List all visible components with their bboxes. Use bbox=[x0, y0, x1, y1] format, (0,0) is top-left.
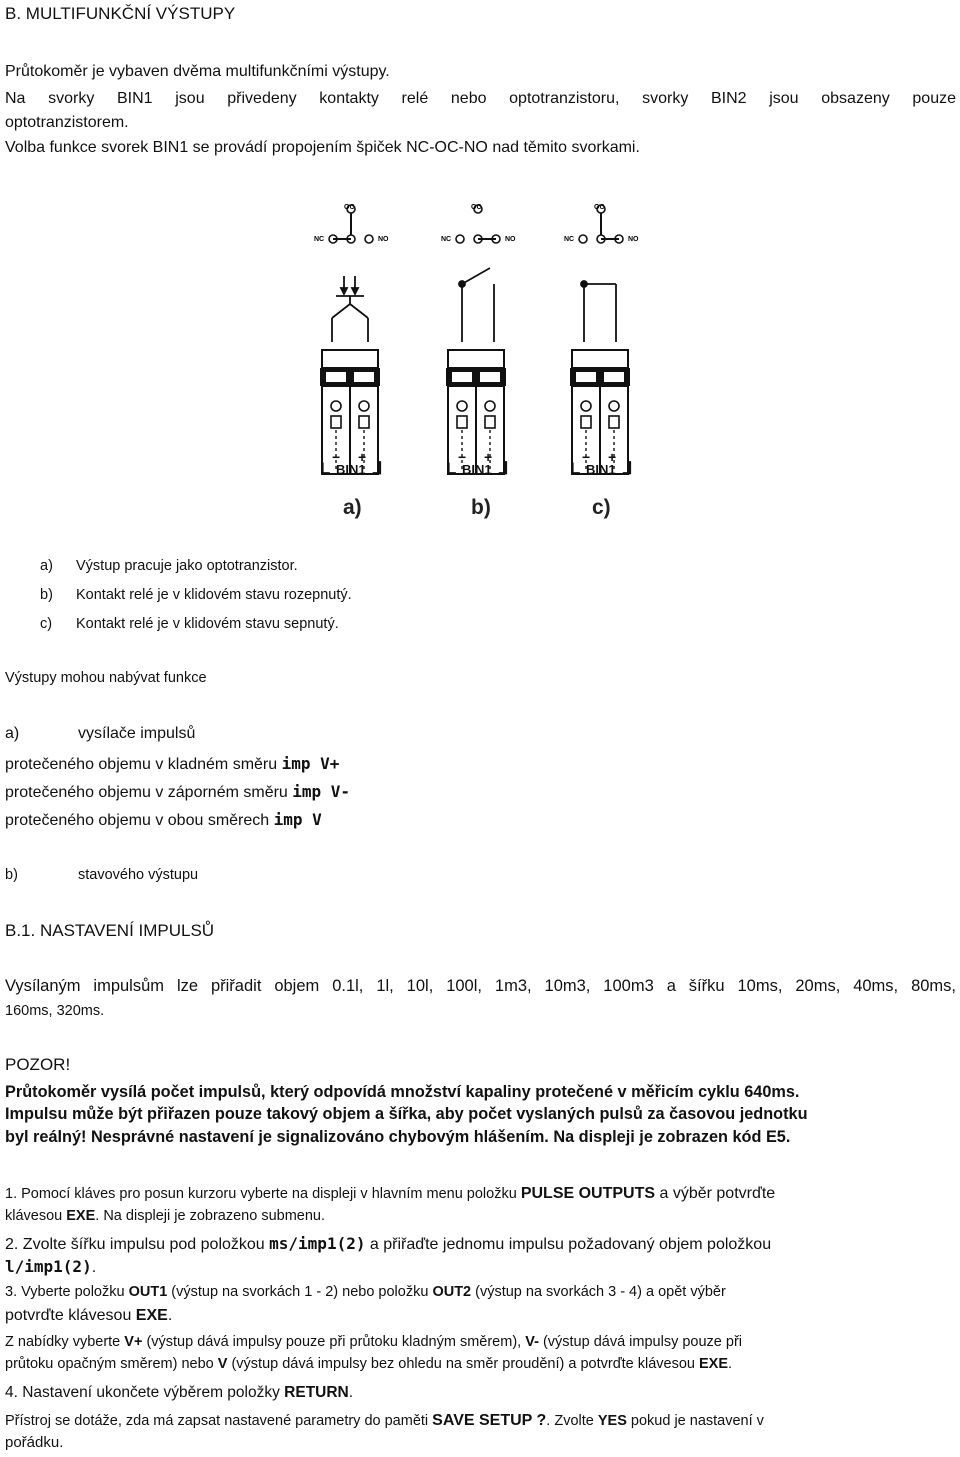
menu-line-1: Z nabídky vyberte V+ (výstup dává impulsy pouze při průtoku kladným směrem), V- (výstup dává impulsy pouze při bbox=[5, 1334, 743, 1350]
step-2-cont: l/imp1(2). bbox=[5, 1257, 97, 1276]
step-4: 4. Nastavení ukončete výběrem položky RETURN. bbox=[5, 1384, 354, 1401]
function-item: protečeného objemu v záporném směru imp V- bbox=[5, 782, 351, 801]
pin-header-b bbox=[441, 204, 516, 243]
ground-mark: ⅃ bbox=[499, 459, 509, 478]
function-b bbox=[5, 867, 405, 884]
pin-label-no: NO bbox=[505, 236, 516, 243]
pin-header-a bbox=[314, 204, 389, 243]
subsection-title: B.1. NASTAVENÍ IMPULSŮ bbox=[5, 921, 215, 940]
function-label: vysílače impulsů bbox=[78, 725, 196, 742]
intro-line-2: Na svorky BIN1 jsou přivedeny kontakty relé nebo optotranzistoru, svorky BIN2 jsou obsazeny pouze bbox=[5, 90, 956, 107]
legend-item bbox=[40, 558, 298, 575]
function-item: protečeného objemu v obou směrech imp V bbox=[5, 810, 322, 829]
pin-label-no: NO bbox=[378, 236, 389, 243]
ground-mark: L bbox=[446, 459, 457, 478]
function-letter: a) bbox=[5, 725, 20, 742]
legend-item bbox=[40, 587, 352, 604]
pin-label-nc: NC bbox=[564, 236, 575, 243]
ground-mark: ⅃ bbox=[373, 459, 383, 478]
terminal-block-a bbox=[320, 350, 380, 474]
terminal-block-c bbox=[570, 350, 630, 474]
save-line-1: Přístroj se dotáže, zda má zapsat nastavené parametry do paměti SAVE SETUP ?. Zvolte YES pokud je nastavení v bbox=[5, 1412, 764, 1429]
minus-label-a: − bbox=[332, 449, 341, 465]
bin1-label-c: BIN1 bbox=[586, 462, 616, 477]
warning-title: POZOR! bbox=[5, 1055, 71, 1074]
section-title: B. MULTIFUNKČNÍ VÝSTUPY bbox=[5, 4, 236, 23]
plus-label-a: + bbox=[358, 449, 367, 465]
plus-label-b: + bbox=[484, 449, 493, 465]
caption-b: b) bbox=[471, 496, 491, 519]
intro-line-3: optotranzistorem. bbox=[5, 114, 129, 131]
caption-c: c) bbox=[592, 496, 611, 519]
legend-letter: b) bbox=[40, 587, 53, 603]
pin-label-oc: OC bbox=[471, 204, 482, 211]
terminal-figure bbox=[0, 0, 960, 530]
step-1: 1. Pomocí kláves pro posun kurzoru vyberte na displeji v hlavním menu položku PULSE OUTPUTS a výběr potvrďte bbox=[5, 1185, 776, 1202]
legend-text: Kontakt relé je v klidovém stavu sepnutý. bbox=[76, 616, 339, 632]
minus-label-c: − bbox=[582, 449, 591, 465]
bin1-label-a: BIN1 bbox=[336, 462, 366, 477]
step-1-cont: klávesou EXE. Na displeji je zobrazeno submenu. bbox=[5, 1208, 325, 1224]
warning-line-3: byl reálný! Nesprávné nastavení je signalizováno chybovým hlášením. Na displeji je zobrazen kód E5. bbox=[5, 1128, 791, 1146]
function-letter: b) bbox=[5, 867, 18, 883]
ground-mark: ⅃ bbox=[623, 459, 633, 478]
relay-closed-contact bbox=[581, 281, 616, 342]
pulses-line-1: Vysílaným impulsům lze přiřadit objem 0.1l, 1l, 10l, 100l, 1m3, 10m3, 100m3 a šířku 10ms, 20ms, 40ms, 80ms, bbox=[5, 977, 956, 995]
step-3-cont: potvrďte klávesou EXE. bbox=[5, 1307, 173, 1324]
caption-a: a) bbox=[343, 496, 362, 519]
function-a bbox=[5, 724, 405, 743]
pin-label-nc: NC bbox=[441, 236, 452, 243]
legend-text: Výstup pracuje jako optotranzistor. bbox=[76, 558, 298, 574]
pin-label-oc: OC bbox=[594, 204, 605, 211]
menu-line-2: průtoku opačným směrem) nebo V (výstup dává impulsy bez ohledu na směr proudění) a potvrďte klávesou EXE. bbox=[5, 1356, 733, 1372]
functions-heading: Výstupy mohou nabývat funkce bbox=[5, 670, 207, 686]
step-2: 2. Zvolte šířku impulsu pod položkou ms/imp1(2) a přiřaďte jednomu impulsu požadovaný objem položkou bbox=[5, 1234, 772, 1253]
legend-text: Kontakt relé je v klidovém stavu rozepnutý. bbox=[76, 587, 352, 603]
intro-line-4: Volba funkce svorek BIN1 se provádí propojením špiček NC-OC-NO nad těmito svorkami. bbox=[5, 139, 640, 156]
ground-mark: L bbox=[320, 459, 331, 478]
pin-label-oc: OC bbox=[344, 204, 355, 211]
legend-item bbox=[40, 616, 339, 633]
terminal-block-b bbox=[446, 350, 506, 474]
save-line-2: pořádku. bbox=[5, 1434, 64, 1451]
plus-label-c: + bbox=[608, 449, 617, 465]
warning-line-2: Impulsu může být přiřazen pouze takový objem a šířka, aby počet vyslaných pulsů za časovou jednotku bbox=[5, 1105, 808, 1123]
minus-label-b: − bbox=[458, 449, 467, 465]
optotransistor-symbol bbox=[332, 276, 368, 342]
pin-header-c bbox=[564, 204, 639, 243]
warning-line-1: Průtokoměr vysílá počet impulsů, který odpovídá množství kapaliny protečené v měřicím cyklu 640ms. bbox=[5, 1083, 800, 1101]
intro-line-1: Průtokoměr je vybaven dvěma multifunkčními výstupy. bbox=[5, 63, 390, 80]
pin-label-nc: NC bbox=[314, 236, 325, 243]
step-3: 3. Vyberte položku OUT1 (výstup na svorkách 1 - 2) nebo položku OUT2 (výstup na svorkách 3 - 4) a opět výběr bbox=[5, 1284, 726, 1300]
legend-letter: a) bbox=[40, 558, 53, 574]
pin-label-no: NO bbox=[628, 236, 639, 243]
function-item: protečeného objemu v kladném směru imp V+ bbox=[5, 754, 340, 773]
bin1-label-b: BIN1 bbox=[462, 462, 492, 477]
ground-mark: L bbox=[570, 459, 581, 478]
pulses-line-2: 160ms, 320ms. bbox=[5, 1003, 105, 1019]
function-label: stavového výstupu bbox=[78, 867, 199, 883]
relay-open-contact bbox=[459, 268, 494, 342]
legend-letter: c) bbox=[40, 616, 53, 632]
